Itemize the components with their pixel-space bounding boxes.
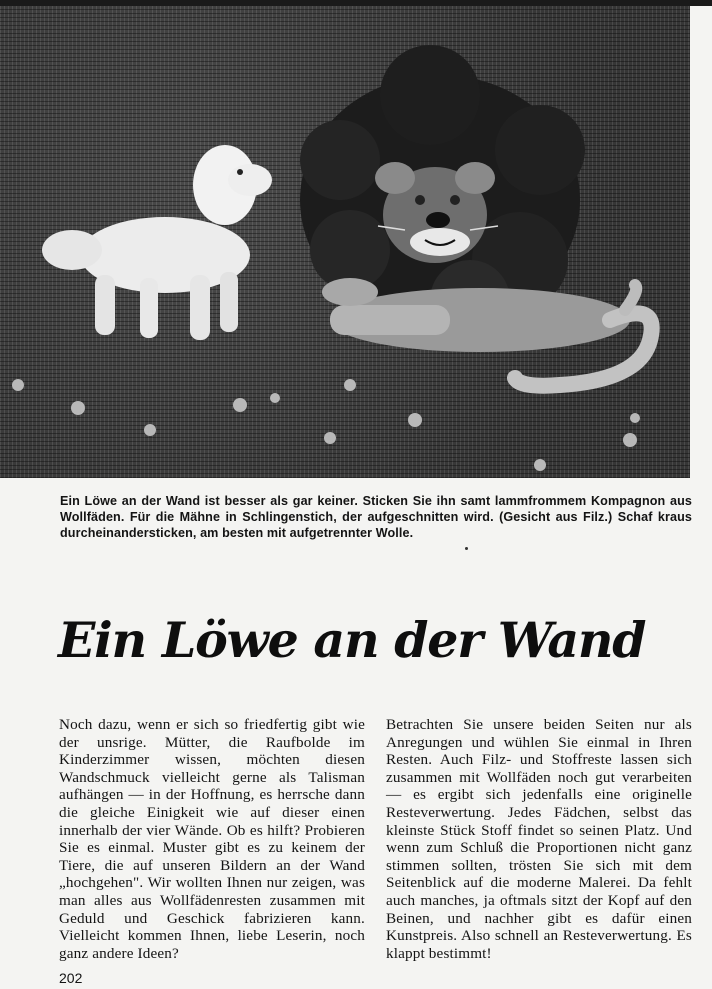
print-speck	[465, 547, 468, 550]
lion-body	[322, 278, 652, 386]
lamb	[42, 145, 272, 340]
photo-top-edge	[0, 0, 712, 6]
article-headline: Ein Löwe an der Wand	[58, 611, 646, 669]
page-number: 202	[59, 970, 83, 986]
photo-caption: Ein Löwe an der Wand ist besser als gar keiner. Sticken Sie ihn samt lammfrommem Kompagnon aus Wollfäden. Für die Mähne in Schlingenstich, der aufgeschnitten wird. (Gesicht aus Filz.) Schaf kraus durcheinandersticken, am besten mit aufgetrennter Wolle.	[60, 494, 692, 540]
article-column-right: Betrachten Sie unsere beiden Seiten nur als Anregungen und wühlen Sie einmal in Ihren Resten. Auch Filz- und Stoffreste lassen sich zusammen mit Wollfäden noch gut verarbeiten — es ergibt sich jedenfalls eine originelle Resteverwertung. Jedes Fädchen, selbst das kleinste Stück Stoff findet so seinen Platz. Und wenn zum Schluß die Proportionen nicht ganz stimmen sollten, trösten Sie sich mit dem Seitenblick auf die moderne Malerei. Da fehlt auch manches, ja oftmals sitzt der Kopf auf den Beinen, und nachher gibt es dafür einen Kunstpreis. Also schnell an Resteverwertung. Es klappt bestimmt!	[386, 716, 692, 962]
embroidery-photo	[0, 0, 690, 478]
article-column-left: Noch dazu, wenn er sich so friedfertig gibt wie der unsrige. Mütter, die Raufbolde im Kinderzimmer wissen, möchten diesen Wandschmuck vielleicht gerne als Talisman aufhängen — in der Hoffnung, es herrsche dann die gleiche Einigkeit wie auf dieser einen innerhalb der vier Wände. Ob es hilft? Probieren Sie es einmal. Muster gibt es zu keinem der Tiere, die auf unseren Bildern an der Wand „hochgehen". Wir wollten Ihnen nur zeigen, was man alles aus Wollfädenresten zusammen mit Geduld und Geschick fabrizieren kann. Vielleicht kommen Ihnen, liebe Leserin, noch ganz andere Ideen?	[59, 716, 365, 962]
photo-illustration	[0, 0, 690, 478]
